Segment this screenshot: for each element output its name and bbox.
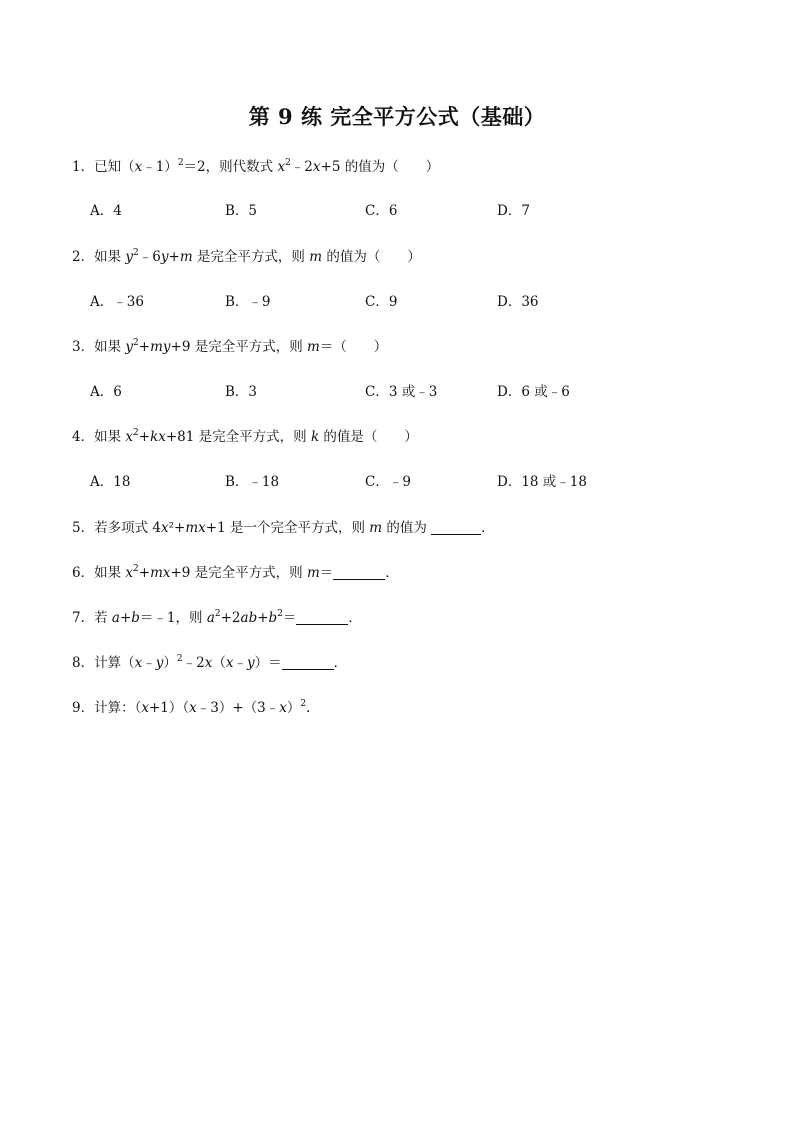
question-number: 5． bbox=[72, 520, 95, 536]
option-b[interactable]: B．3 bbox=[225, 384, 258, 400]
option-b[interactable]: B．﹣18 bbox=[225, 474, 280, 490]
option-c[interactable]: C．﹣9 bbox=[365, 474, 411, 490]
question-number: 4． bbox=[72, 429, 95, 445]
option-b[interactable]: B．5 bbox=[225, 203, 258, 219]
question-text: 如果 $x^2+mx+9$ 是完全平方式，则 m＝ ． bbox=[94, 564, 399, 581]
question-4 bbox=[72, 428, 418, 446]
option-a[interactable]: A．6 bbox=[90, 384, 122, 400]
question-3 bbox=[72, 338, 387, 356]
option-a[interactable]: A．﹣36 bbox=[90, 294, 144, 310]
question-9 bbox=[72, 699, 320, 717]
question-7 bbox=[72, 609, 362, 627]
question-number: 1． bbox=[72, 159, 95, 175]
question-text: 如果 $x^2+kx+81$ 是完全平方式，则 k 的值是（ ） bbox=[94, 428, 418, 445]
option-d[interactable]: D．36 bbox=[497, 294, 539, 310]
question-number: 6． bbox=[72, 565, 95, 581]
question-6 bbox=[72, 564, 399, 582]
option-d[interactable]: D．18 或﹣18 bbox=[497, 474, 587, 490]
question-number: 2． bbox=[72, 249, 95, 265]
option-c[interactable]: C．9 bbox=[365, 294, 398, 310]
option-c[interactable]: C．3 或﹣3 bbox=[365, 384, 438, 400]
option-a[interactable]: A．4 bbox=[90, 203, 122, 219]
option-d[interactable]: D．6 或﹣6 bbox=[497, 384, 570, 400]
question-text: 计算（x﹣y）$^2$﹣2x（x﹣y）＝ ． bbox=[94, 654, 348, 671]
question-text: 如果 $y^2+my+9$ 是完全平方式，则 m＝（ ） bbox=[94, 338, 388, 355]
question-number: 7． bbox=[72, 610, 95, 626]
question-8 bbox=[72, 654, 347, 672]
option-a[interactable]: A．18 bbox=[90, 474, 131, 490]
question-number: 3． bbox=[72, 339, 95, 355]
question-text: 计算：（x+1）（x﹣3）+（3﹣x）$^2$． bbox=[94, 699, 320, 716]
question-1 bbox=[72, 158, 439, 176]
worksheet-title: 第 9 练 完全平方公式（基础） bbox=[248, 104, 546, 129]
question-2 bbox=[72, 248, 421, 266]
question-text: 如果 $y^2﹣6y+m$ 是完全平方式，则 m 的值为（ ） bbox=[94, 248, 421, 265]
question-text: 已知（x﹣1）$^2$＝2，则代数式 $x^2﹣2x+5$ 的值为（ ） bbox=[94, 158, 440, 175]
option-c[interactable]: C．6 bbox=[365, 203, 398, 219]
option-d[interactable]: D．7 bbox=[497, 203, 530, 219]
question-text: 若多项式 4x²+mx+1 是一个完全平方式，则 m 的值为 ． bbox=[94, 520, 495, 536]
question-text: 若 a+b＝﹣1，则 $a^2+2ab+b^2=$ ． bbox=[94, 609, 362, 626]
question-number: 8． bbox=[72, 655, 95, 671]
question-number: 9． bbox=[72, 700, 95, 716]
option-b[interactable]: B．﹣9 bbox=[225, 294, 271, 310]
question-5 bbox=[72, 519, 495, 537]
